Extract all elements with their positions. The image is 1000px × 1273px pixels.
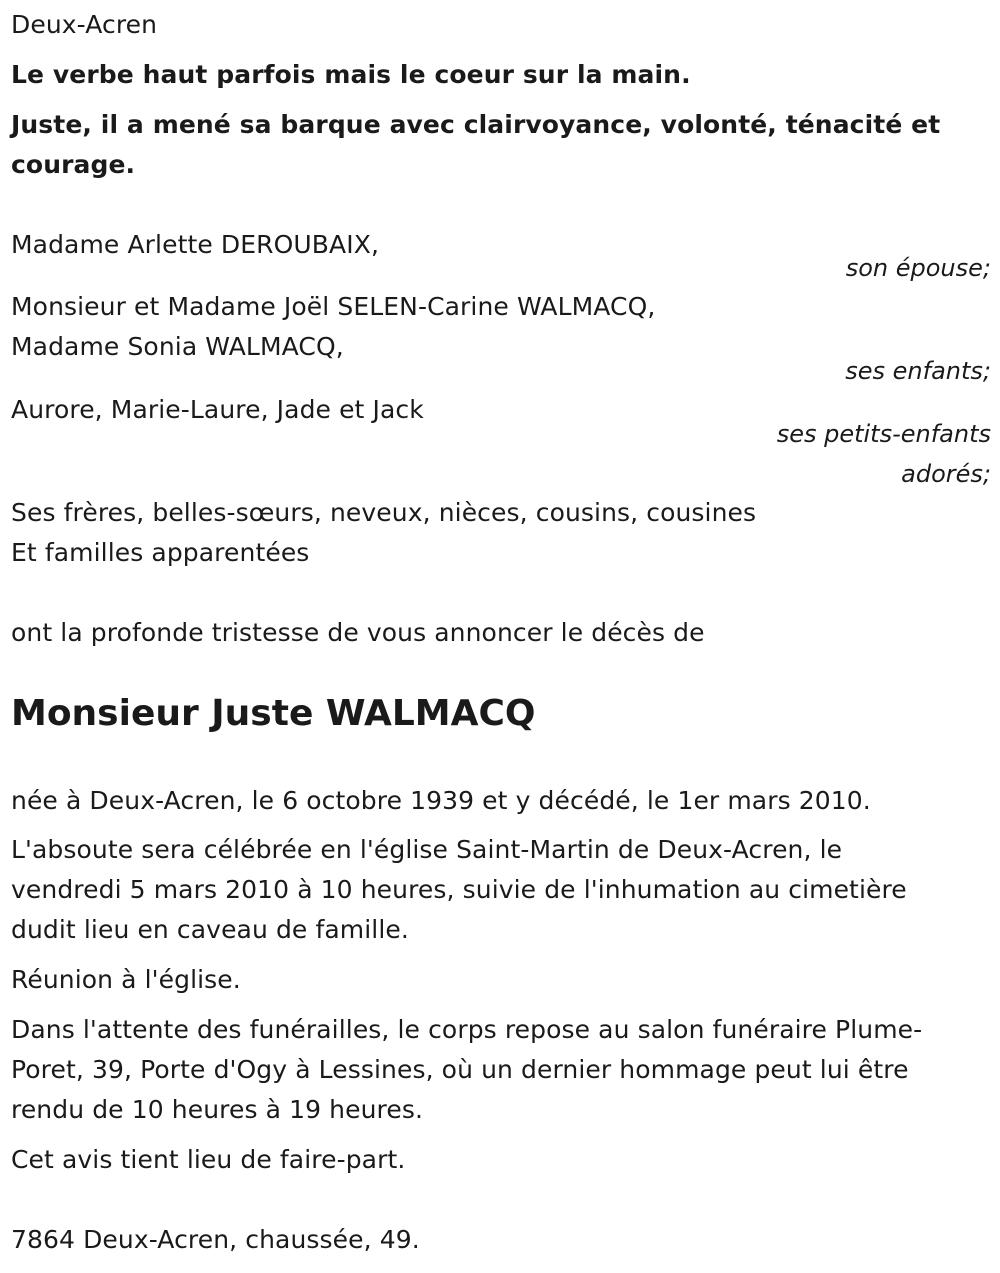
child-2: Madame Sonia WALMACQ, [11, 332, 344, 361]
extended-family-1: Ses frères, belles-sœurs, neveux, nièces, cousins, cousines [11, 498, 757, 527]
deceased-name: Monsieur Juste WALMACQ [11, 693, 536, 734]
place-header: Deux-Acren [11, 10, 158, 39]
viewing-line-2: Poret, 39, Porte d'Ogy à Lessines, où un dernier hommage peut lui être [11, 1055, 909, 1084]
service-line-2: vendredi 5 mars 2010 à 10 heures, suivie de l'inhumation au cimetière [11, 875, 907, 904]
extended-family-2: Et familles apparentées [11, 538, 310, 567]
viewing-line-3: rendu de 10 heures à 19 heures. [11, 1095, 423, 1124]
quote-line-2: Juste, il a mené sa barque avec clairvoyance, volonté, ténacité et [11, 110, 941, 139]
notice: Cet avis tient lieu de faire-part. [11, 1145, 406, 1174]
child-1: Monsieur et Madame Joël SELEN-Carine WALMACQ, [11, 292, 656, 321]
address: 7864 Deux-Acren, chaussée, 49. [11, 1225, 420, 1254]
spouse-role: son épouse; [845, 254, 991, 282]
viewing-line-1: Dans l'attente des funérailles, le corps repose au salon funéraire Plume- [11, 1015, 923, 1044]
grandchildren-role-1: ses petits-enfants [776, 420, 991, 448]
quote-line-3: courage. [11, 150, 136, 179]
meeting: Réunion à l'église. [11, 965, 241, 994]
quote-line-1: Le verbe haut parfois mais le coeur sur la main. [11, 60, 691, 89]
announcement: ont la profonde tristesse de vous annoncer le décès de [11, 618, 705, 647]
spouse-name: Madame Arlette DEROUBAIX, [11, 230, 379, 259]
grandchildren-role-2: adorés; [901, 460, 991, 488]
grandchildren: Aurore, Marie-Laure, Jade et Jack [11, 395, 424, 424]
birth-death: née à Deux-Acren, le 6 octobre 1939 et y décédé, le 1er mars 2010. [11, 786, 871, 815]
children-role: ses enfants; [845, 357, 991, 385]
service-line-3: dudit lieu en caveau de famille. [11, 915, 409, 944]
service-line-1: L'absoute sera célébrée en l'église Saint-Martin de Deux-Acren, le [11, 835, 843, 864]
